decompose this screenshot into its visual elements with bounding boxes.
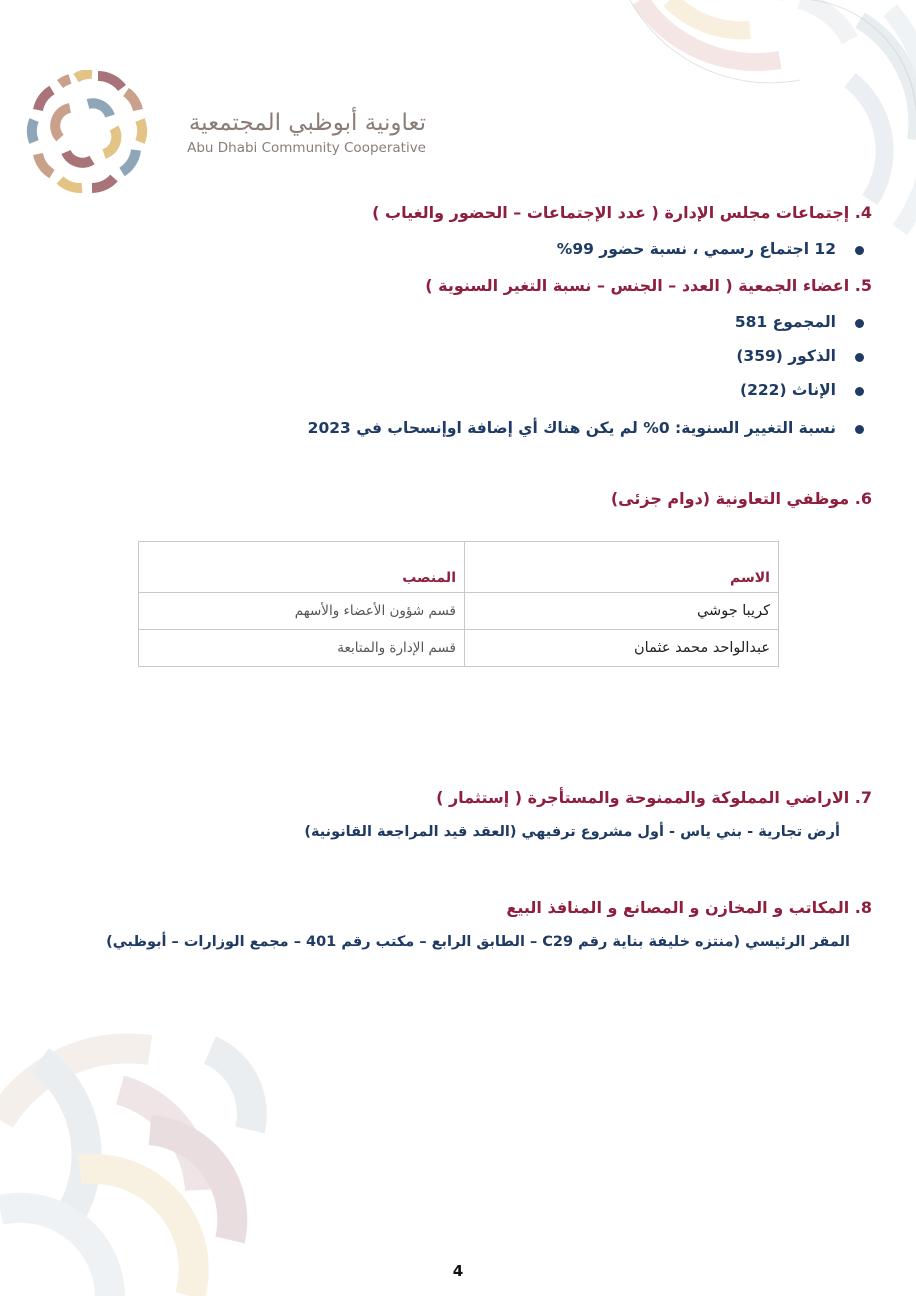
section-7-heading: 7. الاراضي المملوكة والممنوحة والمستأجرة ( إستثمار ) [436, 788, 872, 807]
section-5-bullet-females: الإناث (222) [739, 381, 836, 399]
logo-english-name: Abu Dhabi Community Cooperative [187, 140, 426, 156]
section-4-bullet-1: 12 اجتماع رسمي ، نسبة حضور 99% [556, 240, 836, 258]
table-row [139, 593, 779, 630]
section-5-bullet-annual-change: نسبة التغيير السنوية: 0% لم يكن هناك أي إضافة اوإنسحاب في 2023 [307, 419, 836, 437]
section-5-heading: 5. اعضاء الجمعية ( العدد – الجنس – نسبة التغير السنوية ) [425, 276, 872, 295]
logo-arabic-name: تعاونية أبوظبي المجتمعية [188, 110, 426, 136]
section-5-bullet-total: المجموع 581 [734, 313, 836, 331]
cell-position: قسم شؤون الأعضاء والأسهم [139, 593, 465, 630]
bullet-dot [855, 319, 864, 328]
section-5-bullet-males: الذكور (359) [736, 347, 836, 365]
table-header-row [139, 542, 779, 593]
bullet-dot [855, 246, 864, 255]
bullet-dot [855, 425, 864, 434]
cell-position: قسم الإدارة والمتابعة [139, 630, 465, 667]
section-8-text: المقر الرئيسي (منتزه خليفة بناية رقم C29 – الطابق الرابع – مكتب رقم 401 – مجمع الوزارات – أبوظبي) [106, 934, 850, 950]
cell-name: كريبا جوشي [465, 593, 779, 630]
page-number: 4 [452, 1262, 464, 1280]
section-8-heading: 8. المكاتب و المخازن و المصانع و المنافذ البيع [506, 898, 872, 917]
bullet-dot [855, 353, 864, 362]
cell-name: عبدالواحد محمد عثمان [465, 630, 779, 667]
section-6-heading: 6. موظفي التعاونية (دوام جزئى) [610, 489, 872, 508]
column-header-position: المنصب [139, 542, 465, 593]
table-row [139, 630, 779, 667]
section-4-heading: 4. إجتماعات مجلس الإدارة ( عدد الإجتماعات – الحضور والغياب ) [372, 203, 872, 222]
staff-table [138, 541, 779, 667]
section-7-text: أرض تجارية - بني ياس - أول مشروع ترفيهي (العقد قيد المراجعة القانونية) [304, 824, 840, 840]
column-header-name: الاسم [465, 542, 779, 593]
bullet-dot [855, 387, 864, 396]
